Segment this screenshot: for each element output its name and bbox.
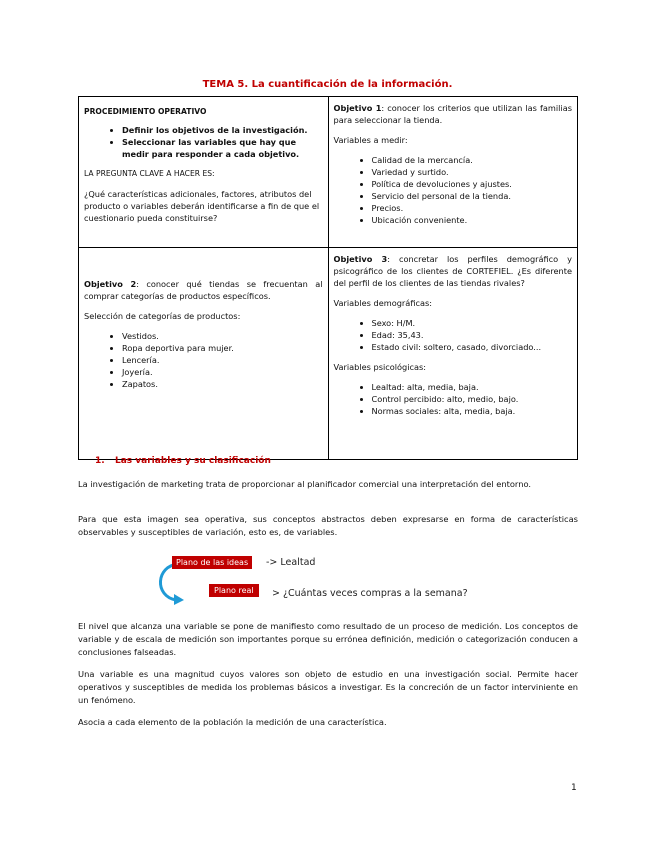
list-item: • Seleccionar las variables que hay que medir para responder a cada objetivo. [122,136,323,160]
cell-objective-3 [328,248,578,460]
list-item: • Definir los objetivos de la investigación. [122,124,323,136]
cell-objective-2 [79,248,329,460]
objective-text: : conocer los criterios que utilizan las familias para seleccionar la tienda. [333,103,572,125]
procedure-heading: PROCEDIMIENTO OPERATIVO [84,107,207,116]
procedure-list [84,124,323,160]
ideas-plane-label: Plano de las ideas [172,556,252,569]
objective-text: : conocer qué tiendas se frecuentan al comprar categorías de productos específicos. [84,279,323,301]
paragraph-3: El nivel que alcanza una variable se pone de manifiesto como resultado de un proceso de medición. Los conceptos de variable y de escala de medición son importantes porque su errónea definición, medición o categorización conducen a conclusiones falseadas. [78,621,578,657]
list-item: • Variedad y surtido. [372,166,573,178]
paragraph-5: Asocia a cada elemento de la población la medición de una característica. [78,717,387,727]
psychological-label: Variables psicológicas: [333,362,427,372]
list-item: • Zapatos. [122,378,323,390]
objective-label: Objetivo 3 [333,254,388,264]
list-item: • Vestidos. [122,330,323,342]
list-item: • Ropa deportiva para mujer. [122,342,323,354]
variables-list [334,154,573,226]
list-item: • Sexo: H/M. [372,317,573,329]
question-arrow-text: > ¿Cuántas veces compras a la semana? [272,588,468,599]
objective-label: Objetivo 2 [84,279,137,289]
list-item: • Joyería. [122,366,323,378]
real-plane-label: Plano real [209,584,259,597]
list-item: • Lencería. [122,354,323,366]
list-item: • Edad: 35,43. [372,329,573,341]
section-number: 1. [95,456,105,466]
key-question: ¿Qué características adicionales, factores, atributos del producto o variables deberán identificarse a fin de que el cuestionario pueda constituirse? [84,189,320,223]
cell-objective-1 [328,97,578,248]
psychological-list [334,381,573,417]
page-number: 1 [571,783,577,793]
cell-procedure [79,97,329,248]
list-item: • Precios. [372,202,573,214]
page-title: TEMA 5. La cuantificación de la información. [202,79,453,90]
list-item: • Servicio del personal de la tienda. [372,190,573,202]
paragraph-4: Una variable es una magnitud cuyos valores son objeto de estudio en una investigación social. Permite hacer operativos y susceptibles de medida los problemas básicos a investigar. Es la concreción de un factor interviniente en un fenómeno. [78,669,578,705]
section-heading [95,456,271,466]
list-item: • Ubicación conveniente. [372,214,573,226]
list-item: • Normas sociales: alta, media, baja. [372,405,573,417]
demographic-list [334,317,573,353]
question-caption: LA PREGUNTA CLAVE A HACER ES: [84,169,215,178]
objective-label: Objetivo 1 [333,103,382,113]
categories-label: Selección de categorías de productos: [84,311,241,321]
variables-label: Variables a medir: [333,135,408,145]
paragraph-1: La investigación de marketing trata de proporcionar al planificador comercial una interpretación del entorno. [78,479,532,489]
list-item: • Control percibido: alto, medio, bajo. [372,393,573,405]
list-item: • Calidad de la mercancía. [372,154,573,166]
categories-list [84,330,323,390]
list-item: • Política de devoluciones y ajustes. [372,178,573,190]
paragraph-2: Para que esta imagen sea operativa, sus conceptos abstractos deben expresarse en forma de características observables y susceptibles de variación, esto es, de variables. [78,514,578,537]
procedure-table [78,96,578,460]
list-item: • Lealtad: alta, media, baja. [372,381,573,393]
demographic-label: Variables demográficas: [333,298,433,308]
objective-text: : concretar los perfiles demográfico y psicográfico de los clientes de CORTEFIEL. ¿Es diferente del perfil de los clientes de las tiendas rivales? [333,254,572,288]
section-title: Las variables y su clasificación [115,456,271,466]
loyalty-arrow-text: -> Lealtad [266,557,316,568]
list-item: • Estado civil: soltero, casado, divorciado... [372,341,573,353]
